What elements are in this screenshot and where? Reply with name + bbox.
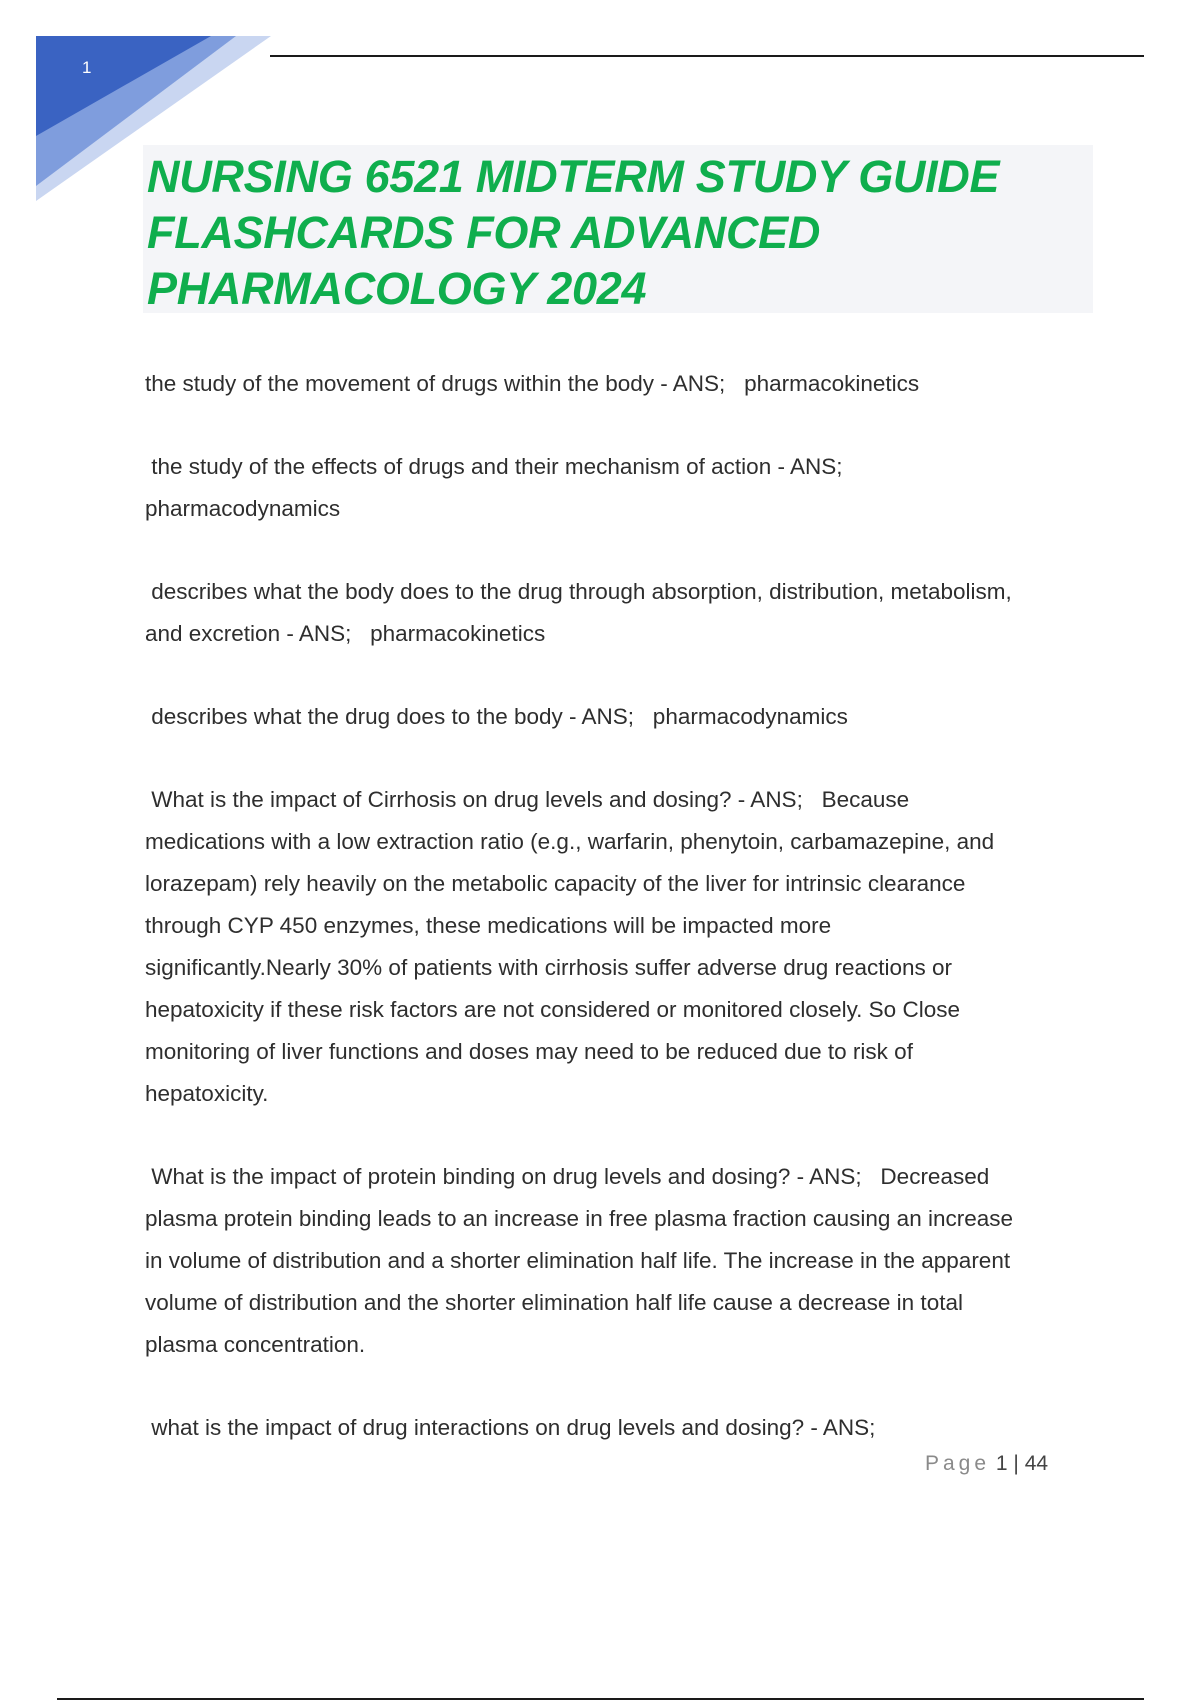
flashcard: What is the impact of Cirrhosis on drug levels and dosing? - ANS; Because medications with a low extraction ratio (e.g., warfarin, phenytoin, carbamazepine, and lorazepam) rely heavily on the metabolic capacity of the liver for intrinsic clearance through CYP 450 enzymes, these medications will be impacted more significantly.Nearly 30% of patients with cirrhosis suffer adverse drug reactions or hepatoxicity if these risk factors are not considered or monitored closely. So Close monitoring of liver functions and doses may need to be reduced due to risk of hepatoxicity. <box>145 787 995 1106</box>
corner-page-number: 1 <box>82 58 92 77</box>
flashcard: describes what the drug does to the body - ANS; pharmacodynamics <box>145 704 848 729</box>
flashcard: the study of the effects of drugs and their mechanism of action - ANS; pharmacodynamics <box>145 454 843 521</box>
title-block <box>143 145 1093 313</box>
flashcard: What is the impact of protein binding on drug levels and dosing? - ANS; Decreased plasma protein binding leads to an increase in free plasma fraction causing an increase in volume of distribution and a shorter elimination half life. The increase in the apparent volume of distribution and the shorter elimination half life cause a decrease in total plasma concentration. <box>145 1164 1014 1357</box>
title-line-1: NURSING 6521 MIDTERM STUDY GUIDE <box>147 151 1000 202</box>
document-title <box>147 149 1089 317</box>
page-label: Page <box>925 1452 991 1475</box>
flashcard: describes what the body does to the drug through absorption, distribution, metabolism, and excretion - ANS; pharmacokinetics <box>145 579 1012 646</box>
flashcard-list <box>145 363 1085 1490</box>
flashcard: what is the impact of drug interactions on drug levels and dosing? - ANS; <box>145 1415 876 1440</box>
page-separator: | <box>1013 1452 1019 1475</box>
flashcard: the study of the movement of drugs within the body - ANS; pharmacokinetics <box>145 371 920 396</box>
current-page: 1 <box>995 1452 1008 1475</box>
title-line-2: FLASHCARDS FOR ADVANCED <box>147 207 821 258</box>
page-footer <box>925 1452 1048 1476</box>
total-pages: 44 <box>1024 1452 1049 1475</box>
title-line-3: PHARMACOLOGY 2024 <box>147 263 647 314</box>
header-rule <box>270 55 1144 57</box>
